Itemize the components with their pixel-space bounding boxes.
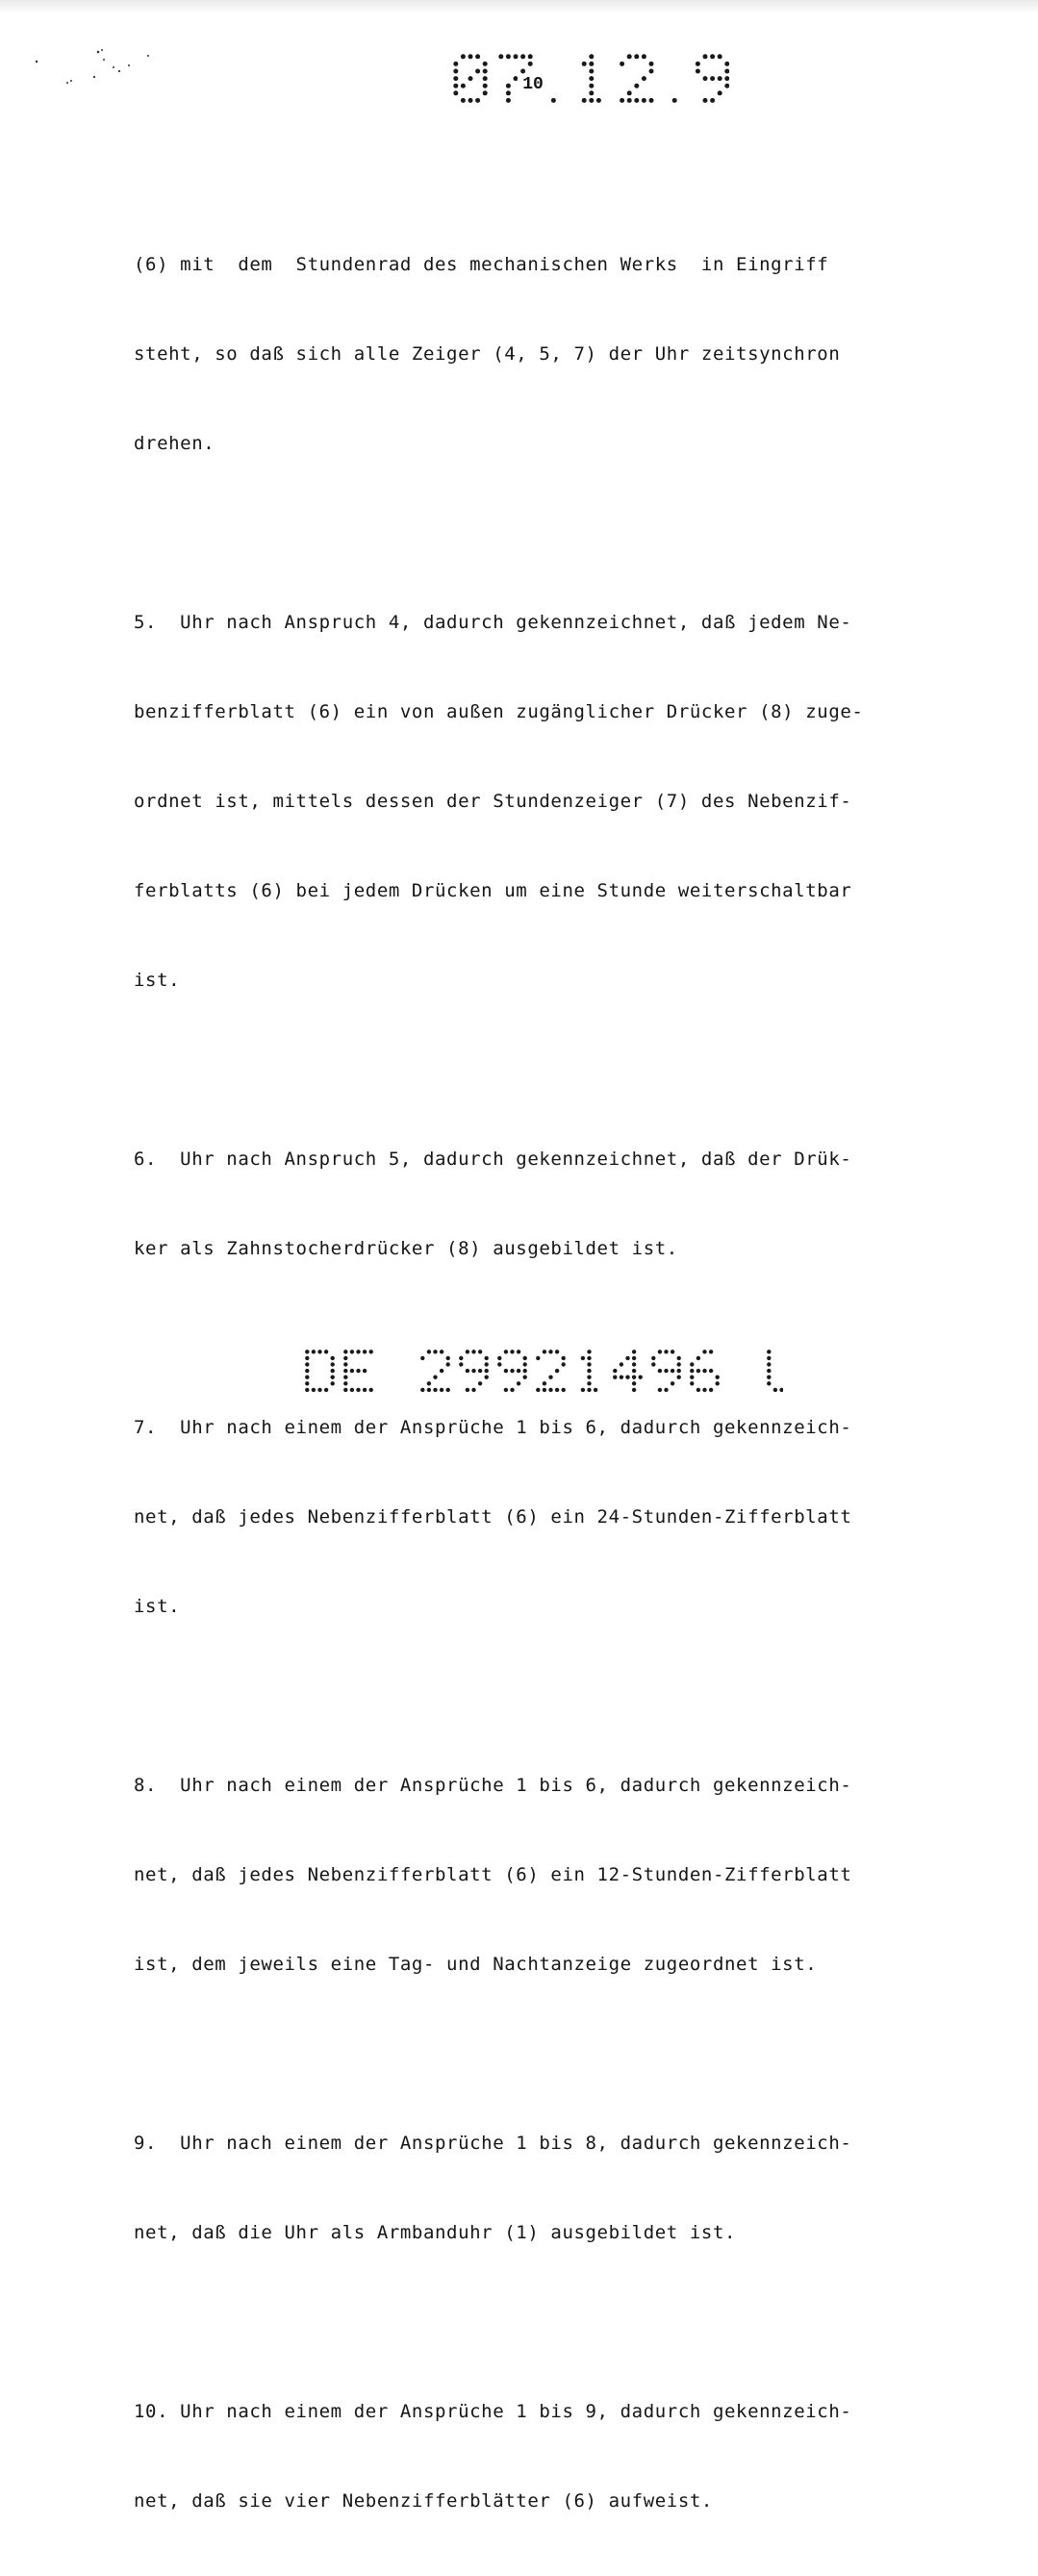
- stamp-dot: [548, 1350, 552, 1353]
- claim-10: [134, 2337, 932, 2576]
- stamp-dot: [471, 1388, 475, 1392]
- stamp-dot: [461, 54, 466, 59]
- text-line: benzifferblatt (6) ein von außen zugänglicher Drücker (8) zuge-: [134, 701, 864, 722]
- stamp-dot: [363, 1388, 367, 1392]
- stamp-dot: [461, 98, 466, 103]
- text-line: ordnet ist, mittels dessen der Stundenzeiger (7) des Nebenzif-: [134, 791, 852, 812]
- stamp-dot: [709, 1369, 713, 1373]
- text-line: 7. Uhr nach einem der Ansprüche 1 bis 6, dadurch gekennzeich-: [134, 1417, 852, 1438]
- stamp-dot: [634, 84, 639, 88]
- text-line: ist, dem jeweils eine Tag- und Nachtanzeige zugeordnet ist.: [134, 1954, 818, 1975]
- stamp-dot: [690, 1376, 694, 1379]
- stamp-dot: [562, 1362, 566, 1366]
- stamp-dot: [634, 98, 639, 103]
- stamp-dot: [461, 84, 466, 88]
- text-line: 6. Uhr nach Anspruch 5, dadurch gekennzeichnet, daß der Drük-: [134, 1149, 852, 1170]
- stamp-dot: [440, 1350, 443, 1353]
- stamp-dot: [767, 1362, 771, 1366]
- stamp-dot: [589, 69, 594, 74]
- stamp-dot: [649, 69, 654, 74]
- stamp-dot: [485, 1362, 489, 1366]
- stamp-dot: [305, 1362, 309, 1366]
- stamp-dot: [523, 1369, 527, 1373]
- stamp-dot: [555, 1350, 559, 1353]
- stamp-dot: [649, 98, 654, 103]
- stamp-dot: [671, 1381, 674, 1385]
- stamp-dot: [596, 98, 601, 103]
- stamp-dot: [625, 1376, 629, 1379]
- stamp-dot: [517, 1381, 520, 1385]
- stamp-dot: [350, 1350, 354, 1353]
- stamp-dot: [497, 1362, 501, 1366]
- stamp-dot: [702, 1350, 706, 1353]
- stamp-dot: [459, 1362, 463, 1366]
- stamp-dot: [483, 62, 488, 66]
- stamp-dot: [724, 84, 729, 88]
- stamp-dot: [468, 54, 473, 59]
- stamp-dot: [716, 1376, 720, 1379]
- stamp-dot: [671, 1369, 674, 1373]
- stamp-dot: [317, 1350, 321, 1353]
- stamp-dot: [317, 1388, 321, 1392]
- stamp-dot: [466, 1369, 469, 1373]
- stamp-dot: [677, 1376, 681, 1379]
- stamp-dot: [324, 1350, 328, 1353]
- stamp-dot: [548, 1376, 552, 1379]
- text-line: drehen.: [134, 433, 215, 454]
- stamp-dot: [718, 54, 722, 59]
- stamp-dot: [664, 1369, 668, 1373]
- stamp-dot: [724, 76, 729, 81]
- stamp-dot: [446, 1362, 450, 1366]
- stamp-dot: [632, 1388, 636, 1392]
- stamp-dot: [632, 1362, 636, 1366]
- stamp-dot: [639, 1376, 643, 1379]
- stamp-dot: [642, 98, 646, 103]
- stamp-dot: [773, 1388, 777, 1392]
- text-line: net, daß die Uhr als Armbanduhr (1) ausgebildet ist.: [134, 2222, 737, 2243]
- stamp-dot: [671, 1350, 674, 1353]
- stamp-dot: [343, 1376, 347, 1379]
- stamp-dot: [453, 84, 458, 88]
- stamp-dot: [709, 1350, 713, 1353]
- stamp-dot: [690, 1369, 694, 1373]
- stamp-dot: [724, 62, 729, 66]
- stamp-dot: [305, 1356, 309, 1360]
- text-line: ist.: [134, 1596, 181, 1617]
- stamp-dot: [517, 1350, 520, 1353]
- stamp-dot: [331, 1376, 335, 1379]
- claim-5: [134, 548, 932, 1055]
- stamp-dot: [506, 90, 511, 95]
- stamp-dot: [504, 1388, 508, 1392]
- stamp-dot: [343, 1362, 347, 1366]
- stamp-dot: [642, 54, 646, 59]
- stamp-dot: [677, 1362, 681, 1366]
- stamp-dot: [536, 1356, 540, 1360]
- stamp-dot: [709, 1388, 713, 1392]
- stamp-dot: [420, 1356, 424, 1360]
- stamp-dot: [587, 1388, 591, 1392]
- text-line: net, daß jedes Nebenzifferblatt (6) ein 12-Stunden-Zifferblatt: [134, 1864, 852, 1885]
- stamp-dot: [506, 54, 511, 59]
- stamp-dot: [520, 69, 525, 74]
- stamp-dot: [453, 69, 458, 74]
- stamp-dot: [520, 54, 525, 59]
- stamp-dot: [581, 1356, 585, 1360]
- stamp-dot: [620, 98, 624, 103]
- text-line: 5. Uhr nach Anspruch 4, dadurch gekennzeichnet, daß jedem Ne-: [134, 612, 852, 633]
- stamp-dot: [658, 1388, 662, 1392]
- stamp-dot: [702, 1388, 706, 1392]
- stamp-dot: [504, 1350, 508, 1353]
- stamp-dot: [440, 1388, 443, 1392]
- stamp-dot: [514, 54, 519, 59]
- stamp-dot: [453, 76, 458, 81]
- stamp-dot: [466, 1388, 469, 1392]
- stamp-dot: [632, 1369, 636, 1373]
- stamp-dot: [363, 1369, 367, 1373]
- stamp-dot: [587, 1376, 591, 1379]
- stamp-dot: [440, 1369, 443, 1373]
- stamp-dot: [696, 1356, 700, 1360]
- stamp-dot: [582, 98, 587, 103]
- text-line: ist.: [134, 970, 181, 991]
- stamp-dot: [523, 1356, 527, 1360]
- stamp-dot: [718, 76, 722, 81]
- stamp-dot: [548, 1388, 552, 1392]
- stamp-dot: [433, 1376, 437, 1379]
- stamp-dot: [305, 1369, 309, 1373]
- stamp-dot: [343, 1350, 347, 1353]
- text-line: net, daß jedes Nebenzifferblatt (6) ein 24-Stunden-Zifferblatt: [134, 1506, 852, 1528]
- stamp-dot: [356, 1350, 360, 1353]
- stamp-dot: [471, 1350, 475, 1353]
- stamp-dot: [510, 1369, 514, 1373]
- stamp-dot: [651, 1356, 655, 1360]
- stamp-dot: [658, 1350, 662, 1353]
- stamp-dot: [420, 1388, 424, 1392]
- stamp-dot: [453, 62, 458, 66]
- stamp-dot: [627, 54, 632, 59]
- stamp-dot: [594, 1388, 597, 1392]
- stamp-dot: [589, 76, 594, 81]
- stamp-dot: [446, 1388, 450, 1392]
- stamp-dot: [696, 62, 700, 66]
- scan-specks: [29, 46, 164, 92]
- stamp-dot: [587, 1369, 591, 1373]
- text-line: ker als Zahnstocherdrücker (8) ausgebildet ist.: [134, 1238, 678, 1259]
- stamp-dot: [627, 90, 632, 95]
- stamp-dot: [779, 1388, 783, 1392]
- stamp-dot: [716, 1381, 720, 1385]
- stamp-dot: [483, 90, 488, 95]
- stamp-dot: [677, 1356, 681, 1360]
- stamp-dot: [305, 1350, 309, 1353]
- stamp-dot: [312, 1350, 316, 1353]
- stamp-dot: [703, 76, 708, 81]
- stamp-dot: [517, 1369, 520, 1373]
- stamp-dot: [510, 1350, 514, 1353]
- stamp-dot: [506, 98, 511, 103]
- stamp-dot: [350, 1388, 354, 1392]
- stamp-dot: [589, 90, 594, 95]
- stamp-dot: [562, 1356, 566, 1360]
- stamp-dot: [627, 98, 632, 103]
- stamp-dot: [587, 1356, 591, 1360]
- stamp-dot: [343, 1369, 347, 1373]
- stamp-dot: [589, 98, 594, 103]
- stamp-dot: [562, 1388, 566, 1392]
- stamp-dot: [523, 1376, 527, 1379]
- stamp-dot: [543, 1381, 546, 1385]
- stamp-dot: [587, 1381, 591, 1385]
- stamp-dot: [483, 69, 488, 74]
- stamp-dot: [478, 1350, 482, 1353]
- stamp-dot: [677, 1369, 681, 1373]
- stamp-dot: [632, 1381, 636, 1385]
- stamp-dot: [672, 98, 677, 103]
- stamp-dot: [331, 1356, 335, 1360]
- stamp-dot: [555, 1388, 559, 1392]
- stamp-dot: [433, 1350, 437, 1353]
- stamp-dot: [587, 1350, 591, 1353]
- stamp-dot: [363, 1350, 367, 1353]
- stamp-dot: [468, 98, 473, 103]
- stamp-dot: [651, 1362, 655, 1366]
- stamp-dot: [543, 1388, 546, 1392]
- stamp-dot: [543, 1350, 546, 1353]
- stamp-dot: [312, 1388, 316, 1392]
- stamp-dot: [504, 1369, 508, 1373]
- claim-9: [134, 2069, 932, 2308]
- stamp-dot: [690, 1381, 694, 1385]
- stamp-dot: [497, 1356, 501, 1360]
- stamp-dot: [710, 54, 715, 59]
- stamp-dot: [510, 1388, 514, 1392]
- text-line: (6) mit dem Stundenrad des mechanischen Werks in Eingriff: [134, 254, 829, 275]
- stamp-dot: [471, 1369, 475, 1373]
- stamp-dot: [343, 1388, 347, 1392]
- stamp-dot: [483, 84, 488, 88]
- stamp-dot: [664, 1350, 668, 1353]
- stamp-dot: [433, 1388, 437, 1392]
- stamp-dot: [703, 54, 708, 59]
- text-line: 10. Uhr nach einem der Ansprüche 1 bis 9, dadurch gekennzeich-: [134, 2401, 852, 2422]
- stamp-dot: [613, 1369, 617, 1373]
- stamp-dot: [724, 69, 729, 74]
- stamp-dot: [551, 98, 556, 103]
- stamp-dot: [664, 1388, 668, 1392]
- stamp-dot: [485, 1369, 489, 1373]
- claim-6: [134, 1085, 932, 1324]
- stamp-dot: [767, 1350, 771, 1353]
- stamp-dot: [649, 62, 654, 66]
- stamp-dot: [589, 54, 594, 59]
- stamp-dot: [324, 1388, 328, 1392]
- stamp-dot: [620, 1376, 623, 1379]
- stamp-dot: [658, 1369, 662, 1373]
- stamp-dot: [350, 1369, 354, 1373]
- stamp-dot: [767, 1356, 771, 1360]
- stamp-dot: [475, 54, 480, 59]
- stamp-dot: [466, 1350, 469, 1353]
- stamp-dot: [702, 1369, 706, 1373]
- text-line: 9. Uhr nach einem der Ansprüche 1 bis 8, dadurch gekennzeich-: [134, 2133, 852, 2154]
- stamp-dot: [343, 1356, 347, 1360]
- claim-continuation: [134, 190, 932, 518]
- stamp-dot: [369, 1350, 373, 1353]
- stamp-dot: [427, 1388, 431, 1392]
- stamp-dot: [523, 1362, 527, 1366]
- stamp-dot: [642, 76, 646, 81]
- stamp-dot: [331, 1369, 335, 1373]
- stamp-dot: [632, 1376, 636, 1379]
- stamp-dot: [710, 76, 715, 81]
- stamp-dot: [620, 1362, 623, 1366]
- stamp-dot: [485, 1356, 489, 1360]
- claim-7: [134, 1353, 932, 1681]
- page-number: 10: [518, 75, 548, 94]
- stamp-dot: [625, 1356, 629, 1360]
- text-line: steht, so daß sich alle Zeiger (4, 5, 7) der Uhr zeitsynchron: [134, 343, 841, 365]
- stamp-dot: [528, 54, 533, 59]
- stamp-dot: [582, 62, 587, 66]
- stamp-dot: [589, 84, 594, 88]
- stamp-dot: [718, 90, 722, 95]
- stamp-dot: [710, 98, 715, 103]
- stamp-dot: [528, 62, 533, 66]
- stamp-dot: [427, 1350, 431, 1353]
- stamp-dot: [620, 62, 624, 66]
- stamp-dot: [555, 1369, 559, 1373]
- stamp-dot: [475, 98, 480, 103]
- stamp-dot: [305, 1381, 309, 1385]
- stamp-dot: [498, 54, 503, 59]
- stamp-dot: [427, 1381, 431, 1385]
- stamp-dot: [331, 1362, 335, 1366]
- stamp-dot: [305, 1376, 309, 1379]
- claim-8: [134, 1711, 932, 2039]
- stamp-dot: [483, 76, 488, 81]
- stamp-dot: [696, 69, 700, 74]
- stamp-dot: [696, 1369, 700, 1373]
- scan-edge-shadow: [0, 0, 1038, 13]
- stamp-dot: [446, 1356, 450, 1360]
- stamp-dot: [369, 1388, 373, 1392]
- stamp-dot: [767, 1381, 771, 1385]
- text-line: ferblatts (6) bei jedem Drücken um eine Stunde weiterschaltbar: [134, 880, 852, 901]
- stamp-dot: [506, 84, 511, 88]
- stamp-dot: [690, 1362, 694, 1366]
- dot-matrix-date-stamp: [450, 51, 729, 107]
- stamp-dot: [478, 1381, 482, 1385]
- stamp-dot: [478, 1369, 482, 1373]
- stamp-dot: [453, 90, 458, 95]
- stamp-dot: [634, 54, 639, 59]
- stamp-dot: [632, 1350, 636, 1353]
- stamp-dot: [536, 1388, 540, 1392]
- stamp-dot: [632, 1356, 636, 1360]
- stamp-dot: [587, 1362, 591, 1366]
- stamp-dot: [475, 69, 480, 74]
- text-line: 8. Uhr nach einem der Ansprüche 1 bis 6, dadurch gekennzeich-: [134, 1775, 852, 1796]
- stamp-dot: [767, 1376, 771, 1379]
- stamp-dot: [767, 1369, 771, 1373]
- stamp-dot: [468, 76, 473, 81]
- stamp-dot: [696, 1388, 700, 1392]
- stamp-dot: [331, 1381, 335, 1385]
- stamp-dot: [356, 1369, 360, 1373]
- stamp-dot: [613, 1376, 617, 1379]
- stamp-dot: [356, 1388, 360, 1392]
- stamp-dot: [343, 1381, 347, 1385]
- stamp-dot: [485, 1376, 489, 1379]
- stamp-dot: [703, 98, 708, 103]
- stamp-dot: [581, 1388, 585, 1392]
- text-line: net, daß sie vier Nebenzifferblätter (6) aufweist.: [134, 2490, 713, 2512]
- stamp-dot: [459, 1356, 463, 1360]
- stamp-dot: [305, 1388, 309, 1392]
- stamp-dot: [589, 62, 594, 66]
- dot-matrix-document-number: [302, 1347, 783, 1395]
